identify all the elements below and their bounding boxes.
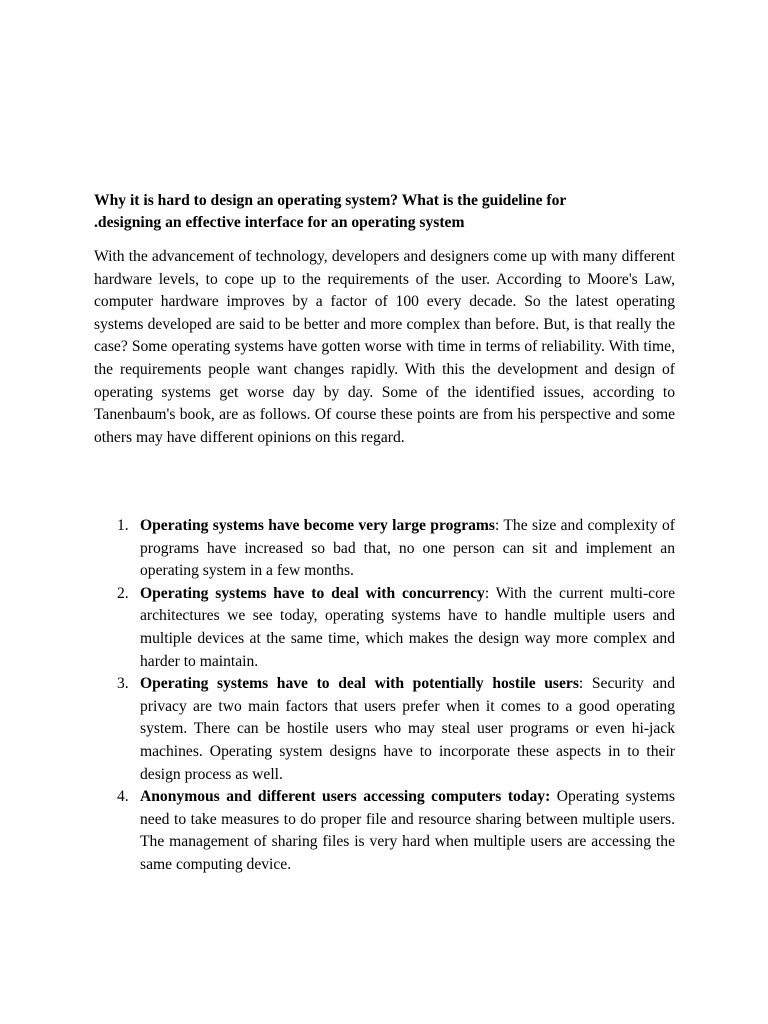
list-item-text: : With the current multi-core architectures we see today, operating systems have to handle multiple users and multiple devices at the same time, which makes the design way more complex and harder to maintain.	[140, 584, 675, 670]
page-title	[94, 190, 674, 234]
list-item-text: Operating systems need to take measures to do proper file and resource sharing between multiple users. The management of sharing files is very hard when multiple users are accessing the same computing device.	[140, 788, 675, 873]
list-item-heading: Operating systems have become very large programs	[140, 517, 495, 534]
list-item-heading: Anonymous and different users accessing computers today:	[140, 788, 551, 806]
list-item	[0, 583, 675, 673]
list-item	[0, 515, 675, 583]
list-item-heading: Operating systems have to deal with potentially hostile users	[140, 675, 579, 693]
list-item	[0, 786, 675, 876]
list-item-number: 3.	[117, 675, 129, 693]
list-item-number: 1.	[117, 517, 129, 534]
list-item-number: 4.	[117, 788, 129, 806]
title-line-1: Why it is hard to design an operating system? What is the guideline for	[94, 192, 567, 209]
issues-list	[0, 515, 768, 877]
list-item-number: 2.	[117, 584, 129, 602]
title-line-2: .designing an effective interface for an operating system	[94, 214, 465, 231]
list-item	[0, 673, 675, 786]
list-item-text: : Security and privacy are two main factors that users prefer when it comes to a good operating system. There can be hostile users who may steal user programs or even hi-jack machines. Operating system designs have to incorporate these aspects in to their design process as well.	[140, 675, 675, 783]
intro-paragraph: With the advancement of technology, developers and designers come up with many different hardware levels, to cope up to the requirements of the user. According to Moore's Law, computer hardware improves by a factor of 100 every decade. So the latest operating systems developed are said to be better and more complex than before. But, is that really the case? Some operating systems have gotten worse with time in terms of reliability. With time, the requirements people want changes rapidly. With this the development and design of operating systems get worse day by day. Some of the identified issues, according to Tanenbaum's book, are as follows. Of course these points are from his perspective and some others may have different opinions on this regard.	[94, 248, 675, 446]
list-item-heading: Operating systems have to deal with concurrency	[140, 584, 485, 602]
list-item-text: : The size and complexity of programs have increased so bad that, no one person can sit and implement an operating system in a few months.	[140, 517, 675, 580]
